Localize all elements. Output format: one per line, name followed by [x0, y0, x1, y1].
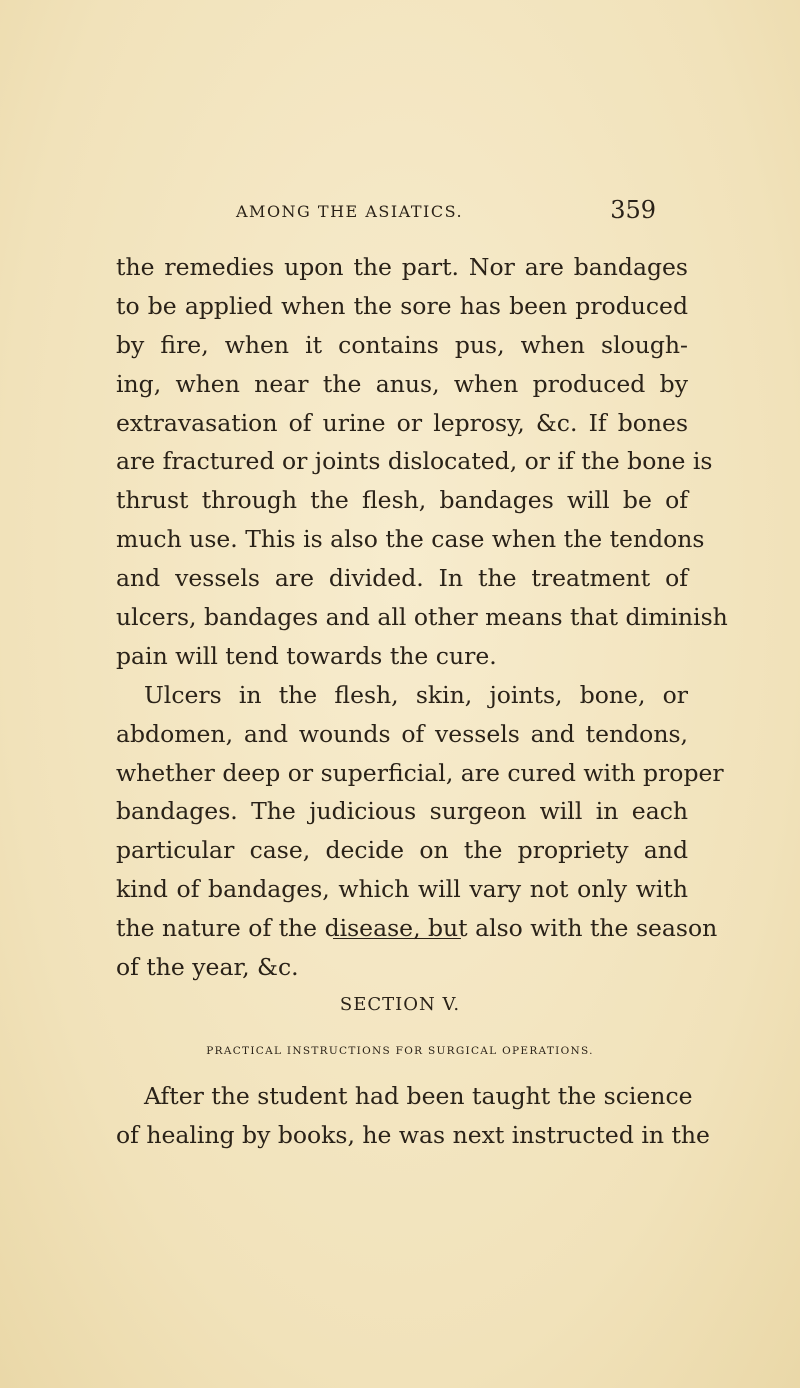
text-line: to be applied when the sore has been produced [116, 291, 688, 320]
text-line: pain will tend towards the cure. [116, 641, 497, 670]
page-number: 359 [610, 196, 656, 224]
body-text [116, 248, 728, 987]
text-line: by fire, when it contains pus, when slough- [116, 330, 688, 359]
text-line: ing, when near the anus, when produced by [116, 369, 688, 398]
running-head: AMONG THE ASIATICS. [236, 202, 464, 221]
section-body-text [116, 1077, 710, 1155]
section-heading: SECTION V. [339, 994, 461, 1015]
text-line: ulcers, bandages and all other means that diminish [116, 603, 728, 632]
text-line: the nature of the disease, but also with the season [116, 914, 718, 943]
text-line: thrust through the flesh, bandages will be of [116, 486, 688, 515]
text-line: the remedies upon the part. Nor are bandages [116, 253, 688, 281]
text-line: extravasation of urine or leprosy, &c. If bones [116, 408, 688, 437]
text-line: abdomen, and wounds of vessels and tendons, [116, 719, 688, 748]
text-line: After the student had been taught the science [144, 1082, 693, 1110]
text-line: much use. This is also the case when the tendons [116, 525, 705, 554]
section-subtitle: PRACTICAL INSTRUCTIONS FOR SURGICAL OPERATIONS. [206, 1045, 594, 1057]
text-line: kind of bandages, which will vary not only with [116, 875, 688, 904]
text-line: particular case, decide on the propriety and [116, 836, 688, 865]
page-header [236, 196, 656, 236]
text-line: of healing by books, he was next instructed in the [116, 1120, 710, 1149]
text-line: are fractured or joints dislocated, or if the bone is [116, 447, 713, 476]
section-divider [333, 938, 461, 939]
text-line: whether deep or superficial, are cured with proper [116, 758, 724, 787]
text-line: bandages. The judicious surgeon will in each [116, 797, 688, 826]
text-line: of the year, &c. [116, 953, 299, 982]
text-line: and vessels are divided. In the treatment of [116, 564, 688, 593]
text-line: Ulcers in the flesh, skin, joints, bone, or [144, 680, 688, 709]
